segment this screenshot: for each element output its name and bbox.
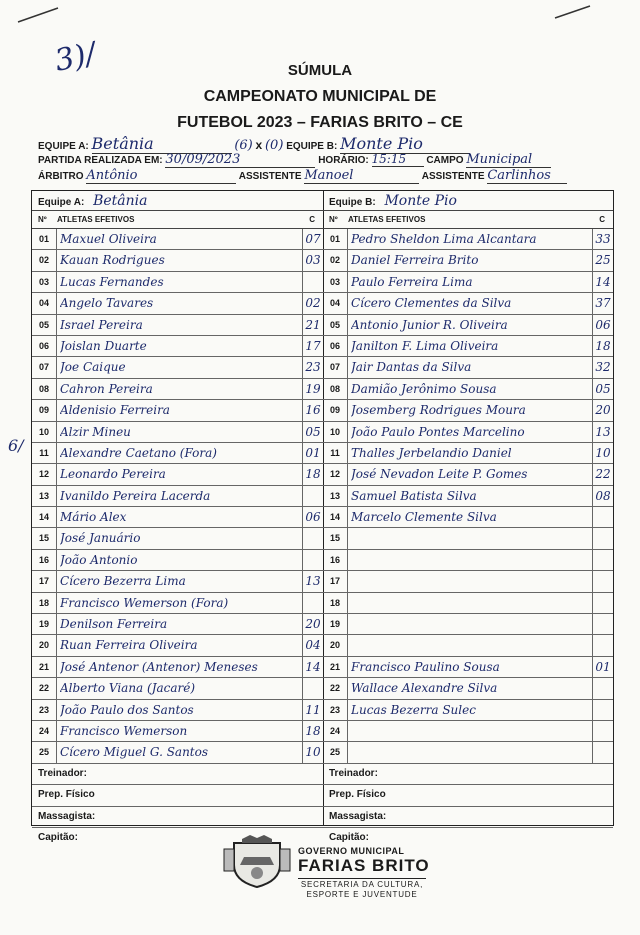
athlete-name: Damião Jerônimo Sousa bbox=[351, 381, 497, 396]
row-number: 15 bbox=[32, 528, 57, 548]
shirt-number bbox=[592, 550, 613, 570]
athlete-name: Mário Alex bbox=[60, 510, 127, 525]
shirt-number: 07 bbox=[302, 229, 323, 249]
row-number: 20 bbox=[323, 635, 348, 655]
team-a-athlete-row bbox=[32, 422, 323, 443]
referee-value: Antônio bbox=[86, 168, 236, 184]
athlete-name: João Paulo dos Santos bbox=[60, 702, 194, 717]
row-number: 19 bbox=[323, 614, 348, 634]
row-number: 03 bbox=[32, 272, 57, 292]
team-a-header bbox=[32, 191, 323, 211]
team-a-athlete-row bbox=[32, 464, 323, 485]
shirt-number: 32 bbox=[592, 357, 613, 377]
shirt-number: 08 bbox=[592, 486, 613, 506]
athlete-name: Francisco Wemerson (Fora) bbox=[60, 595, 229, 610]
row-number: 14 bbox=[32, 507, 57, 527]
team-a-athlete-row bbox=[32, 229, 323, 250]
shirt-number: 17 bbox=[302, 336, 323, 356]
team-a-athlete-row bbox=[32, 400, 323, 421]
shirt-number: 04 bbox=[302, 635, 323, 655]
row-number: 25 bbox=[323, 742, 348, 762]
team-a-athlete-row bbox=[32, 528, 323, 549]
shirt-number: 10 bbox=[302, 742, 323, 762]
shirt-number: 20 bbox=[592, 400, 613, 420]
shirt-number: 06 bbox=[302, 507, 323, 527]
row-number: 24 bbox=[32, 721, 57, 741]
athlete-name: Janilton F. Lima Oliveira bbox=[351, 338, 499, 353]
athlete-name: Josemberg Rodrigues Moura bbox=[351, 403, 526, 418]
number-label: Nº bbox=[38, 215, 47, 224]
shirt-number: 14 bbox=[302, 657, 323, 677]
athlete-name: Wallace Alexandre Silva bbox=[351, 681, 498, 696]
team-b-athlete-row bbox=[323, 272, 613, 293]
shirt-number: 05 bbox=[302, 422, 323, 442]
shirt-number: 18 bbox=[302, 464, 323, 484]
team-a-athlete-row bbox=[32, 315, 323, 336]
team-a-header-value: Betânia bbox=[93, 193, 148, 209]
row-number: 08 bbox=[323, 379, 348, 399]
shirt-number bbox=[592, 593, 613, 613]
team-a-athlete-row bbox=[32, 550, 323, 571]
row-number: 19 bbox=[32, 614, 57, 634]
team-b-athlete-row bbox=[323, 614, 613, 635]
assistant1-value: Manoel bbox=[304, 168, 419, 184]
team-b-athlete-row bbox=[323, 250, 613, 271]
team-b-athlete-row bbox=[323, 635, 613, 656]
team-b-athlete-row bbox=[323, 657, 613, 678]
row-number: 17 bbox=[32, 571, 57, 591]
row-number: 01 bbox=[323, 229, 348, 249]
column-c-label: C bbox=[309, 215, 315, 224]
row-number: 22 bbox=[32, 678, 57, 698]
shirt-number: 01 bbox=[592, 657, 613, 677]
shirt-number: 01 bbox=[302, 443, 323, 463]
footer-department bbox=[298, 878, 426, 900]
row-number: 13 bbox=[323, 486, 348, 506]
team-a-athlete-row bbox=[32, 635, 323, 656]
row-number: 10 bbox=[32, 422, 57, 442]
athlete-name: Pedro Sheldon Lima Alcantara bbox=[351, 232, 537, 246]
row-number: 12 bbox=[323, 464, 348, 484]
athlete-name: Francisco Wemerson bbox=[60, 723, 188, 738]
team-a-athlete-row bbox=[32, 593, 323, 614]
athlete-name: Lucas Bezerra Sulec bbox=[351, 702, 476, 717]
athlete-name: João Antonio bbox=[60, 552, 138, 567]
document-subtitle-1: CAMPEONATO MUNICIPAL DE bbox=[203, 88, 437, 105]
athletes-label: ATLETAS EFETIVOS bbox=[347, 215, 426, 224]
row-number: 05 bbox=[323, 315, 348, 335]
shirt-number: 11 bbox=[302, 700, 323, 720]
row-number: 11 bbox=[32, 443, 57, 463]
athlete-name: José Januário bbox=[60, 531, 141, 546]
team-b-athlete-row bbox=[323, 229, 613, 250]
team-b-header-label: Equipe B: bbox=[329, 197, 376, 208]
assistant1-label: ASSISTENTE bbox=[238, 171, 302, 182]
date-value: 30/09/2023 bbox=[165, 152, 315, 168]
team-b-column bbox=[323, 191, 613, 843]
row-number: 02 bbox=[323, 250, 348, 270]
score-b: (0) bbox=[264, 138, 284, 153]
shirt-number: 18 bbox=[592, 336, 613, 356]
athlete-name: Ivanildo Pereira Lacerda bbox=[60, 488, 211, 503]
row-number: 14 bbox=[323, 507, 348, 527]
shirt-number: 20 bbox=[302, 614, 323, 634]
athlete-name: Jair Dantas da Silva bbox=[351, 360, 472, 375]
row-number: 02 bbox=[32, 250, 57, 270]
athlete-name: Angelo Tavares bbox=[60, 296, 154, 311]
teams-line bbox=[38, 134, 470, 154]
footer-city: FARIAS BRITO bbox=[298, 856, 430, 875]
row-number: 01 bbox=[32, 229, 57, 249]
athlete-name: Denilson Ferreira bbox=[60, 617, 168, 632]
shirt-number: 06 bbox=[592, 315, 613, 335]
team-b-athlete-row bbox=[323, 528, 613, 549]
team-a-athlete-row bbox=[32, 379, 323, 400]
athlete-name: Francisco Paulino Sousa bbox=[351, 659, 500, 674]
team-a-value: Betânia bbox=[92, 134, 232, 154]
team-b-staff-row: Prep. Físico bbox=[323, 785, 613, 806]
athlete-name: Lucas Fernandes bbox=[60, 274, 164, 289]
team-b-athlete-row bbox=[323, 422, 613, 443]
team-a-athlete-row bbox=[32, 250, 323, 271]
row-number: 11 bbox=[323, 443, 348, 463]
athletes-label: ATLETAS EFETIVOS bbox=[56, 215, 135, 224]
shirt-number bbox=[592, 742, 613, 762]
assistant2-value: Carlinhos bbox=[487, 168, 567, 184]
row-number: 13 bbox=[32, 486, 57, 506]
athlete-name: Marcelo Clemente Silva bbox=[351, 510, 497, 525]
team-a-athlete-row bbox=[32, 721, 323, 742]
team-a-athlete-row bbox=[32, 700, 323, 721]
shirt-number bbox=[302, 272, 323, 292]
row-number: 23 bbox=[32, 700, 57, 720]
row-number: 25 bbox=[32, 742, 57, 762]
field-label: CAMPO bbox=[426, 155, 464, 166]
shirt-number: 23 bbox=[302, 357, 323, 377]
row-number: 09 bbox=[32, 400, 57, 420]
athlete-name: Alexandre Caetano (Fora) bbox=[60, 445, 217, 460]
team-b-athlete-row bbox=[323, 700, 613, 721]
row-number: 20 bbox=[32, 635, 57, 655]
shirt-number: 05 bbox=[592, 379, 613, 399]
row-number: 22 bbox=[323, 678, 348, 698]
row-number: 06 bbox=[323, 336, 348, 356]
team-b-athlete-row bbox=[323, 315, 613, 336]
document-title: SÚMULA bbox=[287, 62, 353, 79]
team-b-athlete-row bbox=[323, 742, 613, 763]
score-a: (6) bbox=[234, 138, 253, 153]
athlete-name: José Nevadon Leite P. Gomes bbox=[351, 467, 528, 482]
athlete-name: Thalles Jerbelandio Daniel bbox=[351, 445, 512, 460]
athlete-name: Cícero Miguel G. Santos bbox=[60, 745, 209, 760]
row-number: 24 bbox=[323, 721, 348, 741]
team-b-staff-row: Massagista: bbox=[323, 807, 613, 828]
shirt-number bbox=[302, 593, 323, 613]
shirt-number: 10 bbox=[592, 443, 613, 463]
shirt-number bbox=[302, 550, 323, 570]
shirt-number bbox=[592, 721, 613, 741]
athlete-name: Paulo Ferreira Lima bbox=[351, 274, 473, 289]
team-b-athlete-row bbox=[323, 464, 613, 485]
athlete-name: Cahron Pereira bbox=[60, 381, 153, 396]
team-b-athlete-row bbox=[323, 550, 613, 571]
row-number: 09 bbox=[323, 400, 348, 420]
shirt-number: 22 bbox=[592, 464, 613, 484]
team-a-label: EQUIPE A: bbox=[38, 141, 89, 152]
team-a-athlete-row bbox=[32, 272, 323, 293]
team-b-athlete-row bbox=[323, 571, 613, 592]
shirt-number bbox=[592, 571, 613, 591]
team-a-rows bbox=[32, 229, 323, 848]
shirt-number bbox=[302, 528, 323, 548]
team-b-rows bbox=[323, 229, 613, 848]
athlete-name: João Paulo Pontes Marcelino bbox=[351, 424, 525, 439]
shirt-number: 21 bbox=[302, 315, 323, 335]
team-b-athlete-row bbox=[323, 678, 613, 699]
team-b-label: EQUIPE B: bbox=[286, 141, 338, 152]
row-number: 16 bbox=[323, 550, 348, 570]
shirt-number: 03 bbox=[302, 250, 323, 270]
versus: x bbox=[255, 138, 263, 152]
column-c-label: C bbox=[599, 215, 605, 224]
team-b-value: Monte Pio bbox=[340, 134, 470, 154]
athlete-name: Daniel Ferreira Brito bbox=[351, 253, 479, 268]
team-b-athlete-row bbox=[323, 443, 613, 464]
assistant2-label: ASSISTENTE bbox=[421, 171, 485, 182]
shirt-number bbox=[592, 507, 613, 527]
team-b-header-value: Monte Pio bbox=[384, 193, 457, 209]
shirt-number: 13 bbox=[302, 571, 323, 591]
team-a-staff-row: Capitão: bbox=[38, 831, 78, 843]
team-b-athlete-row bbox=[323, 486, 613, 507]
team-b-athlete-row bbox=[323, 507, 613, 528]
row-number: 07 bbox=[323, 357, 348, 377]
row-number: 18 bbox=[323, 593, 348, 613]
footer-dept-line2: ESPORTE E JUVENTUDE bbox=[306, 890, 418, 899]
athlete-name: Joe Caique bbox=[60, 360, 126, 375]
team-a-athlete-row bbox=[32, 486, 323, 507]
referee-label: ÁRBITRO bbox=[38, 171, 84, 182]
athlete-name: Joislan Duarte bbox=[60, 338, 147, 353]
team-b-athlete-row bbox=[323, 400, 613, 421]
row-number: 21 bbox=[32, 657, 57, 677]
team-b-athlete-row bbox=[323, 336, 613, 357]
team-a-staff-row: Prep. Físico bbox=[32, 785, 323, 806]
team-a-athlete-row bbox=[32, 357, 323, 378]
municipal-crest-logo bbox=[222, 835, 292, 889]
corner-note: 3)/ bbox=[51, 36, 100, 79]
row-number: 04 bbox=[323, 293, 348, 313]
row-number: 06 bbox=[32, 336, 57, 356]
scoresheet-table bbox=[31, 190, 614, 843]
row-number: 21 bbox=[323, 657, 348, 677]
row-number: 17 bbox=[323, 571, 348, 591]
row-number: 18 bbox=[32, 593, 57, 613]
athlete-name: Ruan Ferreira Oliveira bbox=[60, 638, 198, 653]
footer-gov-line: GOVERNO MUNICIPAL bbox=[298, 846, 405, 856]
team-b-subheader bbox=[323, 211, 613, 229]
time-value: 15:15 bbox=[372, 152, 424, 167]
document-subtitle-2: FUTEBOL 2023 – FARIAS BRITO – CE bbox=[177, 114, 463, 131]
side-note: 6/ bbox=[8, 436, 24, 455]
team-b-athlete-row bbox=[323, 379, 613, 400]
athlete-name: Kauan Rodrigues bbox=[60, 253, 165, 268]
team-a-athlete-row bbox=[32, 678, 323, 699]
athlete-name: Antonio Junior R. Oliveira bbox=[351, 317, 508, 332]
team-a-column bbox=[32, 191, 324, 843]
row-number: 07 bbox=[32, 357, 57, 377]
number-label: Nº bbox=[329, 215, 338, 224]
row-number: 04 bbox=[32, 293, 57, 313]
athlete-name: Cícero Bezerra Lima bbox=[60, 574, 186, 589]
athlete-name: Israel Pereira bbox=[60, 317, 143, 332]
footer-dept-line1: SECRETARIA DA CULTURA, bbox=[300, 880, 424, 889]
team-a-staff-row: Treinador: bbox=[32, 764, 323, 785]
shirt-number bbox=[592, 528, 613, 548]
team-a-athlete-row bbox=[32, 614, 323, 635]
team-b-athlete-row bbox=[323, 293, 613, 314]
shirt-number bbox=[302, 678, 323, 698]
athlete-name: Maxuel Oliveira bbox=[60, 232, 157, 246]
shirt-number: 33 bbox=[592, 229, 613, 249]
date-line bbox=[38, 152, 551, 168]
shirt-number: 16 bbox=[302, 400, 323, 420]
shirt-number: 02 bbox=[302, 293, 323, 313]
team-a-header-label: Equipe A: bbox=[38, 197, 85, 208]
shirt-number bbox=[592, 678, 613, 698]
officials-line bbox=[38, 168, 567, 184]
team-b-header bbox=[323, 191, 613, 211]
athlete-name: Alzir Mineu bbox=[60, 424, 131, 439]
row-number: 16 bbox=[32, 550, 57, 570]
team-b-staff-row: Treinador: bbox=[323, 764, 613, 785]
athlete-name: Alberto Viana (Jacaré) bbox=[60, 681, 196, 696]
shirt-number: 25 bbox=[592, 250, 613, 270]
athlete-name: Samuel Batista Silva bbox=[351, 488, 477, 503]
team-a-athlete-row bbox=[32, 742, 323, 763]
team-a-athlete-row bbox=[32, 293, 323, 314]
field-value: Municipal bbox=[466, 152, 551, 168]
team-b-athlete-row bbox=[323, 593, 613, 614]
shirt-number: 14 bbox=[592, 272, 613, 292]
shirt-number: 18 bbox=[302, 721, 323, 741]
row-number: 12 bbox=[32, 464, 57, 484]
time-label: HORÁRIO: bbox=[318, 155, 369, 166]
team-a-athlete-row bbox=[32, 336, 323, 357]
team-b-athlete-row bbox=[323, 357, 613, 378]
athlete-name: José Antenor (Antenor) Meneses bbox=[60, 659, 258, 674]
row-number: 15 bbox=[323, 528, 348, 548]
row-number: 10 bbox=[323, 422, 348, 442]
date-label: PARTIDA REALIZADA EM: bbox=[38, 155, 163, 166]
shirt-number: 19 bbox=[302, 379, 323, 399]
athlete-name: Cícero Clementes da Silva bbox=[351, 296, 512, 311]
shirt-number bbox=[302, 486, 323, 506]
team-a-athlete-row bbox=[32, 443, 323, 464]
row-number: 05 bbox=[32, 315, 57, 335]
athlete-name: Leonardo Pereira bbox=[60, 467, 166, 482]
shirt-number: 13 bbox=[592, 422, 613, 442]
team-a-athlete-row bbox=[32, 507, 323, 528]
team-a-athlete-row bbox=[32, 571, 323, 592]
team-a-staff-row: Massagista: bbox=[32, 807, 323, 828]
shirt-number bbox=[592, 700, 613, 720]
shirt-number: 37 bbox=[592, 293, 613, 313]
athlete-name: Aldenisio Ferreira bbox=[60, 403, 170, 418]
row-number: 08 bbox=[32, 379, 57, 399]
team-b-staff-row: Capitão: bbox=[329, 831, 369, 843]
team-a-athlete-row bbox=[32, 657, 323, 678]
team-a-subheader bbox=[32, 211, 323, 229]
shirt-number bbox=[592, 635, 613, 655]
team-b-athlete-row bbox=[323, 721, 613, 742]
row-number: 03 bbox=[323, 272, 348, 292]
shirt-number bbox=[592, 614, 613, 634]
row-number: 23 bbox=[323, 700, 348, 720]
